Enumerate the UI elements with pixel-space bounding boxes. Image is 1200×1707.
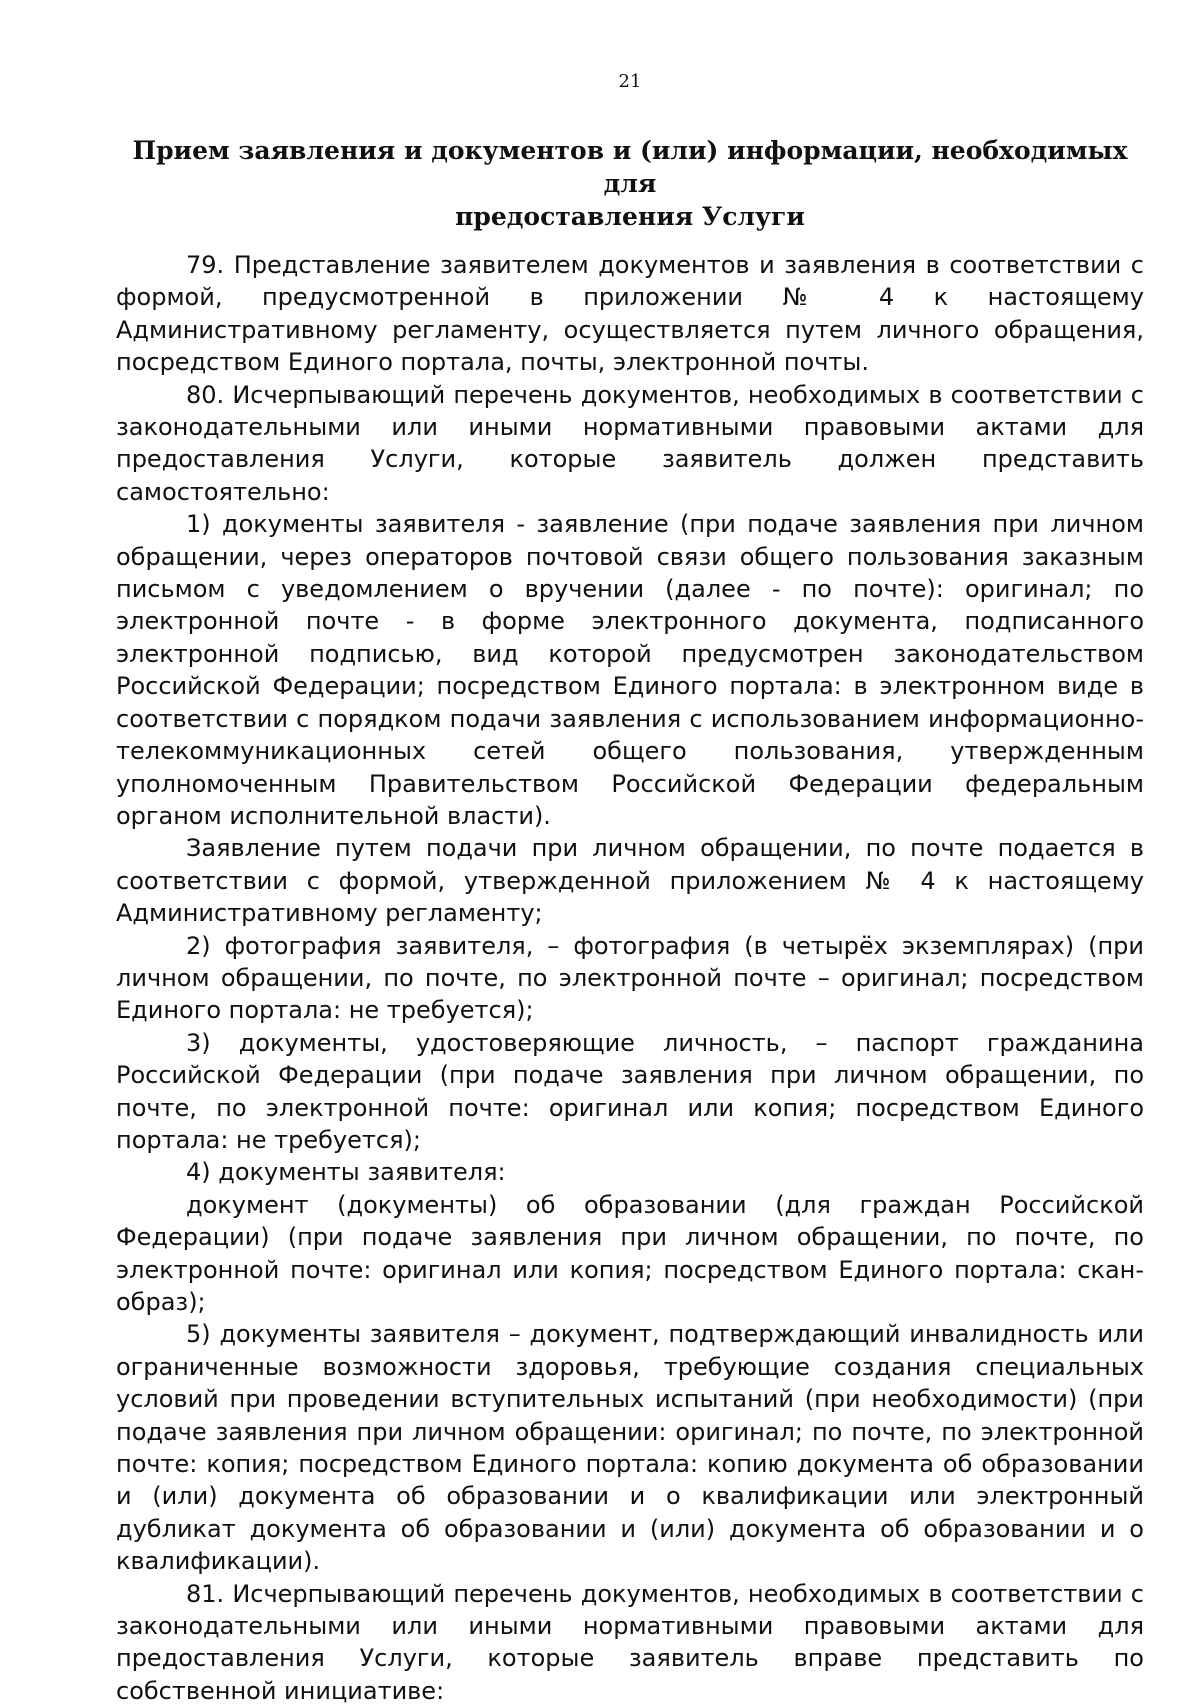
section-heading-line-2: предоставления Услуги — [455, 202, 805, 231]
section-heading-line-1: Прием заявления и документов и (или) информации, необходимых для — [132, 136, 1128, 198]
list-item-5: 5) документы заявителя – документ, подтверждающий инвалидность или ограниченные возможности здоровья, требующие создания специальных условий при проведении вступительных испытаний (при необходимости) (при подаче заявления при личном обращении: оригинал; по почте, по электронной почте: копия; посредством Единого портала: копию документа об образовании и (или) документа об образовании и о квалификации или электронный дубликат документа об образовании и (или) документа об образовании и о квалификации). — [116, 1320, 1144, 1576]
paragraph-80: 80. Исчерпывающий перечень документов, необходимых в соответствии с законодательными или иными нормативными правовыми актами для предоставления Услуги, которые заявитель должен представить самостоятельно: — [116, 380, 1144, 506]
list-item-3: 3) документы, удостоверяющие личность, – паспорт гражданина Российской Федерации (при подаче заявления при личном обращении, по почте, по электронной почте: оригинал или копия; посредством Единого портала: не требуется); — [116, 1028, 1144, 1154]
paragraph-81: 81. Исчерпывающий перечень документов, необходимых в соответствии с законодательными или иными нормативными правовыми актами для предоставления Услуги, которые заявитель вправе представить по собственной инициативе: — [116, 1579, 1144, 1705]
education-document-item: документ (документы) об образовании (для граждан Российской Федерации) (при подаче заявления при личном обращении, по почте, по электронной почте: оригинал или копия; посредством Единого портала: скан-образ); — [116, 1190, 1144, 1316]
application-note: Заявление путем подачи при личном обращении, по почте подается в соответствии с формой, утвержденной приложением № 4 к настоящему Административному регламенту; — [116, 834, 1144, 928]
page-number: 21 — [618, 71, 642, 92]
list-item-4: 4) документы заявителя: — [186, 1158, 506, 1187]
section-heading — [116, 134, 1144, 233]
list-item-2: 2) фотография заявителя, – фотография (в четырёх экземплярах) (при личном обращении, по почте, по электронной почте – оригинал; посредством Единого портала: не требуется); — [116, 931, 1144, 1025]
document-body — [116, 249, 1144, 1707]
document-page — [116, 70, 1144, 1707]
list-item-1: 1) документы заявителя - заявление (при подаче заявления при личном обращении, через операторов почтовой связи общего пользования заказным письмом с уведомлением о вручении (далее - по почте): оригинал; по электронной почте - в форме электронного документа, подписанного электронной подписью, вид которой предусмотрен законодательством Российской Федерации; посредством Единого портала: в электронном виде в соответствии с порядком подачи заявления с использованием информационно-телекоммуникационных сетей общего пользования, утвержденным уполномоченным Правительством Российской Федерации федеральным органом исполнительной власти). — [116, 510, 1144, 830]
paragraph-79: 79. Представление заявителем документов и заявления в соответствии с формой, предусмотренной в приложении № 4 к настоящему Административному регламенту, осуществляется путем личного обращения, посредством Единого портала, почты, электронной почты. — [116, 251, 1144, 377]
